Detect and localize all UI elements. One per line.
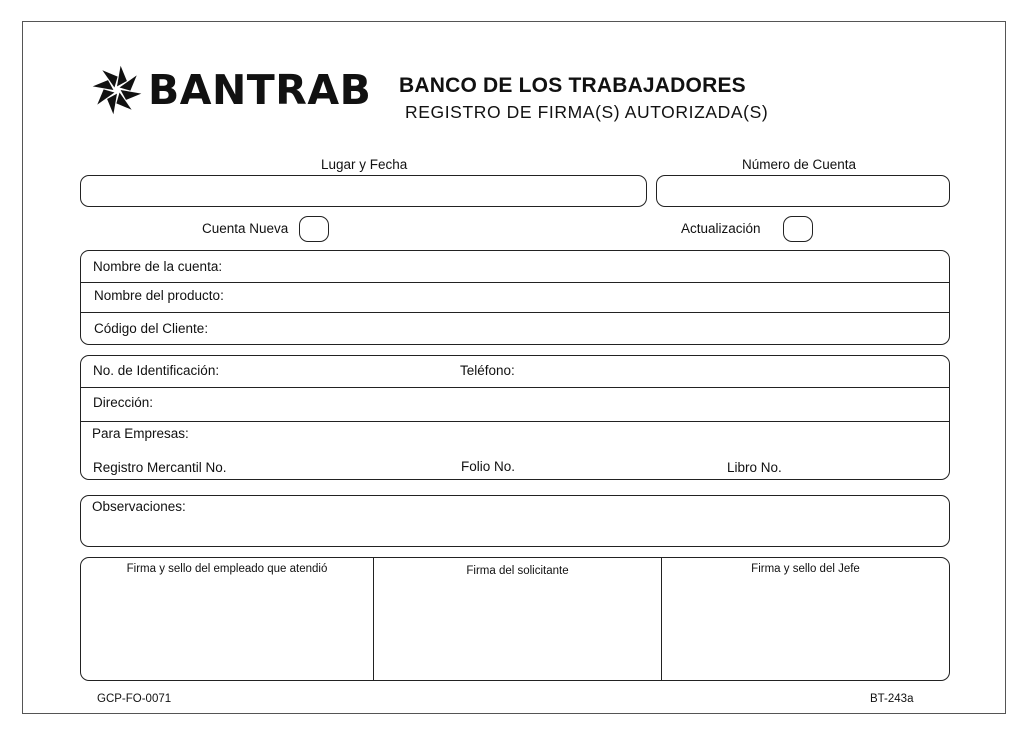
libro-field[interactable]: Libro No. — [727, 460, 782, 475]
cuenta-nueva-label: Cuenta Nueva — [202, 221, 289, 236]
para-empresas-label: Para Empresas: — [92, 426, 189, 441]
divider — [81, 421, 949, 422]
observaciones-field[interactable] — [80, 495, 950, 547]
logo-text: BANTRAB — [148, 66, 372, 114]
numero-cuenta-label: Número de Cuenta — [742, 157, 857, 172]
firma-jefe-area[interactable] — [663, 585, 948, 679]
firma-jefe-label: Firma y sello del Jefe — [751, 563, 860, 575]
firma-empleado-label: Firma y sello del empleado que atendió — [126, 563, 328, 575]
form-code-right: BT-243a — [870, 693, 914, 705]
nombre-producto-field[interactable]: Nombre del producto: — [94, 288, 224, 303]
form-code-left: GCP-FO-0071 — [97, 693, 172, 705]
divider — [661, 558, 662, 680]
registro-mercantil-field[interactable]: Registro Mercantil No. — [93, 460, 227, 475]
form-title: BANCO DE LOS TRABAJADORES — [399, 74, 746, 97]
divider — [81, 387, 949, 388]
folio-field[interactable]: Folio No. — [461, 459, 516, 474]
direccion-field[interactable]: Dirección: — [93, 395, 154, 410]
firma-solicitante-label: Firma del solicitante — [466, 565, 569, 577]
bank-logo — [90, 62, 371, 118]
divider — [81, 282, 949, 283]
cuenta-nueva-checkbox[interactable] — [299, 216, 329, 242]
codigo-cliente-field[interactable]: Código del Cliente: — [94, 321, 209, 336]
observaciones-label: Observaciones: — [92, 499, 186, 514]
actualizacion-checkbox[interactable] — [783, 216, 813, 242]
numero-cuenta-field[interactable] — [656, 175, 950, 207]
identificacion-field[interactable]: No. de Identificación: — [93, 363, 220, 378]
form-subtitle: REGISTRO DE FIRMA(S) AUTORIZADA(S) — [405, 102, 769, 122]
lugar-fecha-field[interactable] — [80, 175, 647, 207]
lugar-fecha-label: Lugar y Fecha — [321, 157, 408, 172]
firma-empleado-area[interactable] — [82, 585, 372, 679]
telefono-field[interactable]: Teléfono: — [460, 363, 515, 378]
divider — [81, 312, 949, 313]
actualizacion-label: Actualización — [681, 221, 761, 236]
bantrab-star-icon — [90, 63, 144, 117]
nombre-cuenta-field[interactable]: Nombre de la cuenta: — [93, 259, 223, 274]
firma-solicitante-area[interactable] — [375, 585, 660, 679]
